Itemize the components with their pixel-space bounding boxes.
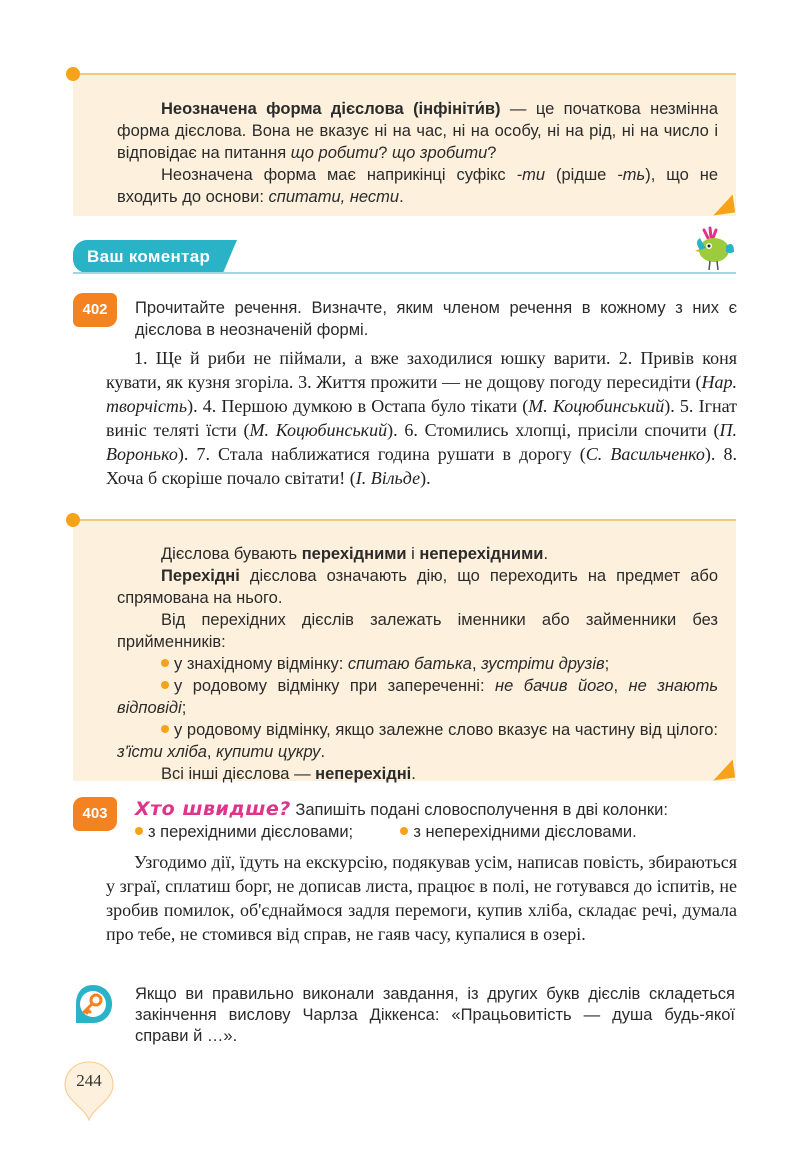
rule-text: ,	[206, 743, 217, 761]
rule-corner-arrow-icon	[711, 760, 735, 781]
rule-line	[117, 565, 718, 609]
rule-text: (рідше	[545, 166, 618, 184]
rule-examples: спитати, нести	[268, 188, 400, 206]
rule-text: Неозначена форма має наприкінці суфікс	[161, 166, 517, 184]
bullet-dot-icon	[135, 827, 143, 835]
sentence-text: ).	[420, 468, 431, 488]
rule-box-infinitive	[73, 73, 736, 216]
sentence-author: І. Вільде	[355, 468, 421, 488]
column-label: з неперехідними дієсловами.	[413, 823, 637, 841]
suffix: -ть	[617, 166, 646, 184]
rule-text: ;	[181, 699, 187, 717]
bullet-dot-icon	[161, 725, 169, 733]
rule-text: Всі інші дієслова —	[161, 765, 316, 783]
sentence-text: ). 7. Стала наближатися година рушати в дорогу (	[177, 444, 586, 464]
rule-line	[117, 763, 718, 785]
rule-term: неперехідні	[315, 765, 412, 783]
rule-text: .	[320, 743, 326, 761]
rule-marker-dot	[66, 513, 80, 527]
rule-corner-arrow-icon	[711, 195, 735, 216]
rule-text: Дієслова бувають	[161, 545, 302, 563]
hint-text: Якщо ви правильно виконали завдання, із других букв дієслів складеться закінчення вислову Чарлза Діккенса: «Працьовитість — душа будь-якої справи й …».	[135, 985, 735, 1045]
rule-text: у знахідному відмінку:	[174, 655, 348, 673]
rule-definition	[117, 98, 718, 164]
rule-example: не бачив його	[495, 677, 614, 695]
rule-text: ?	[378, 144, 393, 162]
bullet-dot-icon	[161, 681, 169, 689]
task-402-sentences	[106, 346, 737, 490]
phrases-text: Узгодимо дії, їдуть на екскурсію, подякував усім, написав повість, збираються у зграї, сплатиш борг, не дописав листа, працює в полі, не готувався до іспитів, не зробив помилок, об'єднаймося задля перемоги, купив хліба, складає речі, думала про тебе, не стомився від справ, не гаяв часу, купалися в озері.	[106, 852, 737, 944]
rule-bullet	[117, 653, 718, 675]
rule-example: зустріти друзів	[481, 655, 605, 673]
rule-text: — це початкова незмінна форма дієслова. Вона не вказує ні на час, ні на особу, ні на рід, ні на число і відповідає на питання	[117, 100, 718, 162]
sentence-text: ). 4. Першою думкою в Остапа було тікати (	[187, 396, 529, 416]
rule-text: ;	[604, 655, 610, 673]
page-number: 244	[76, 1071, 102, 1090]
bird-icon	[690, 224, 736, 274]
rule-text: у родовому відмінку при запереченні:	[174, 677, 496, 695]
comment-header	[73, 240, 736, 276]
sentence-author: С. Васильченко	[585, 444, 705, 464]
bullet-dot-icon	[161, 659, 169, 667]
rule-text: дієслова означають дію, що переходить на предмет або спрямована на нього.	[117, 567, 718, 607]
rule-bullet	[117, 675, 718, 719]
task-403-phrases	[106, 850, 737, 946]
sentence-text: 1. Ще й риби не піймали, а вже заходилися юшку варити. 2. Привів коня кувати, як кузня згоріла. 3. Життя прожити — не дощову погоду пересидіти (	[106, 348, 737, 392]
task-text: Запишіть подані словосполучення в дві колонки:	[290, 801, 668, 819]
rule-question: що робити	[290, 144, 379, 162]
column-label: з перехідними дієсловами;	[148, 823, 354, 841]
rule-term: неперехідними	[419, 545, 544, 563]
rule-box-transitive	[73, 519, 736, 781]
sentence-author: П. Воронько	[106, 420, 737, 464]
sentence-author: Нар. творчість	[106, 372, 737, 416]
rule-term: Неозначена форма дієслова (інфініти́в)	[161, 100, 501, 118]
key-hint-icon	[72, 983, 114, 1025]
rule-text: .	[411, 765, 416, 783]
rule-text: ,	[471, 655, 482, 673]
sentence-author: М. Коцюбинський	[528, 396, 665, 416]
page-number-badge	[63, 1060, 115, 1122]
rule-text: ), що не входить до основи:	[117, 166, 719, 206]
rule-example: не знають відповіді	[117, 677, 719, 717]
task-402-instruction: Прочитайте речення. Визначте, яким членом речення в кожному з них є дієслова в неозначеній формі.	[135, 299, 737, 339]
rule-text: .	[543, 545, 549, 563]
rule-text: ?	[487, 144, 497, 162]
rule-line	[117, 543, 718, 565]
bullet-dot-icon	[400, 827, 408, 835]
sentence-text: ). 5. Ігнат виніс теляті їсти (	[106, 396, 737, 440]
task-number-403: 403	[73, 797, 117, 831]
rule-example: купити цукру	[216, 743, 321, 761]
suffix: -ти	[516, 166, 546, 184]
task-number-402: 402	[73, 293, 117, 327]
rule-text: Від перехідних дієслів залежать іменники або займенники без прийменників:	[117, 611, 718, 651]
rule-suffix-note	[117, 164, 718, 208]
task-403-instruction	[135, 798, 737, 843]
rule-example: з'їсти хліба	[117, 743, 207, 761]
rule-bullet	[117, 719, 718, 763]
rule-text: і	[406, 545, 420, 563]
page-pin-icon	[63, 1060, 115, 1122]
sentence-text: ). 6. Стомились хлопці, присіли спочити (	[387, 420, 720, 440]
rule-text: у родовому відмінку, якщо залежне слово вказує на частину від цілого:	[174, 721, 718, 739]
rule-term: Перехідні	[161, 567, 240, 585]
sentence-author: М. Коцюбинський	[249, 420, 388, 440]
task-prompt: Хто швидше?	[135, 798, 291, 820]
sentence-text: ). 8. Хоча б скоріше почало світати! (	[106, 444, 738, 488]
rule-example: спитаю батька	[347, 655, 472, 673]
rule-text: ,	[613, 677, 629, 695]
comment-underline	[73, 272, 736, 274]
comment-label: Ваш коментар	[73, 240, 223, 273]
rule-question: що зробити	[392, 144, 488, 162]
rule-line	[117, 609, 718, 653]
rule-marker-dot	[66, 67, 80, 81]
rule-term: перехідними	[301, 545, 407, 563]
rule-text: .	[399, 188, 404, 206]
